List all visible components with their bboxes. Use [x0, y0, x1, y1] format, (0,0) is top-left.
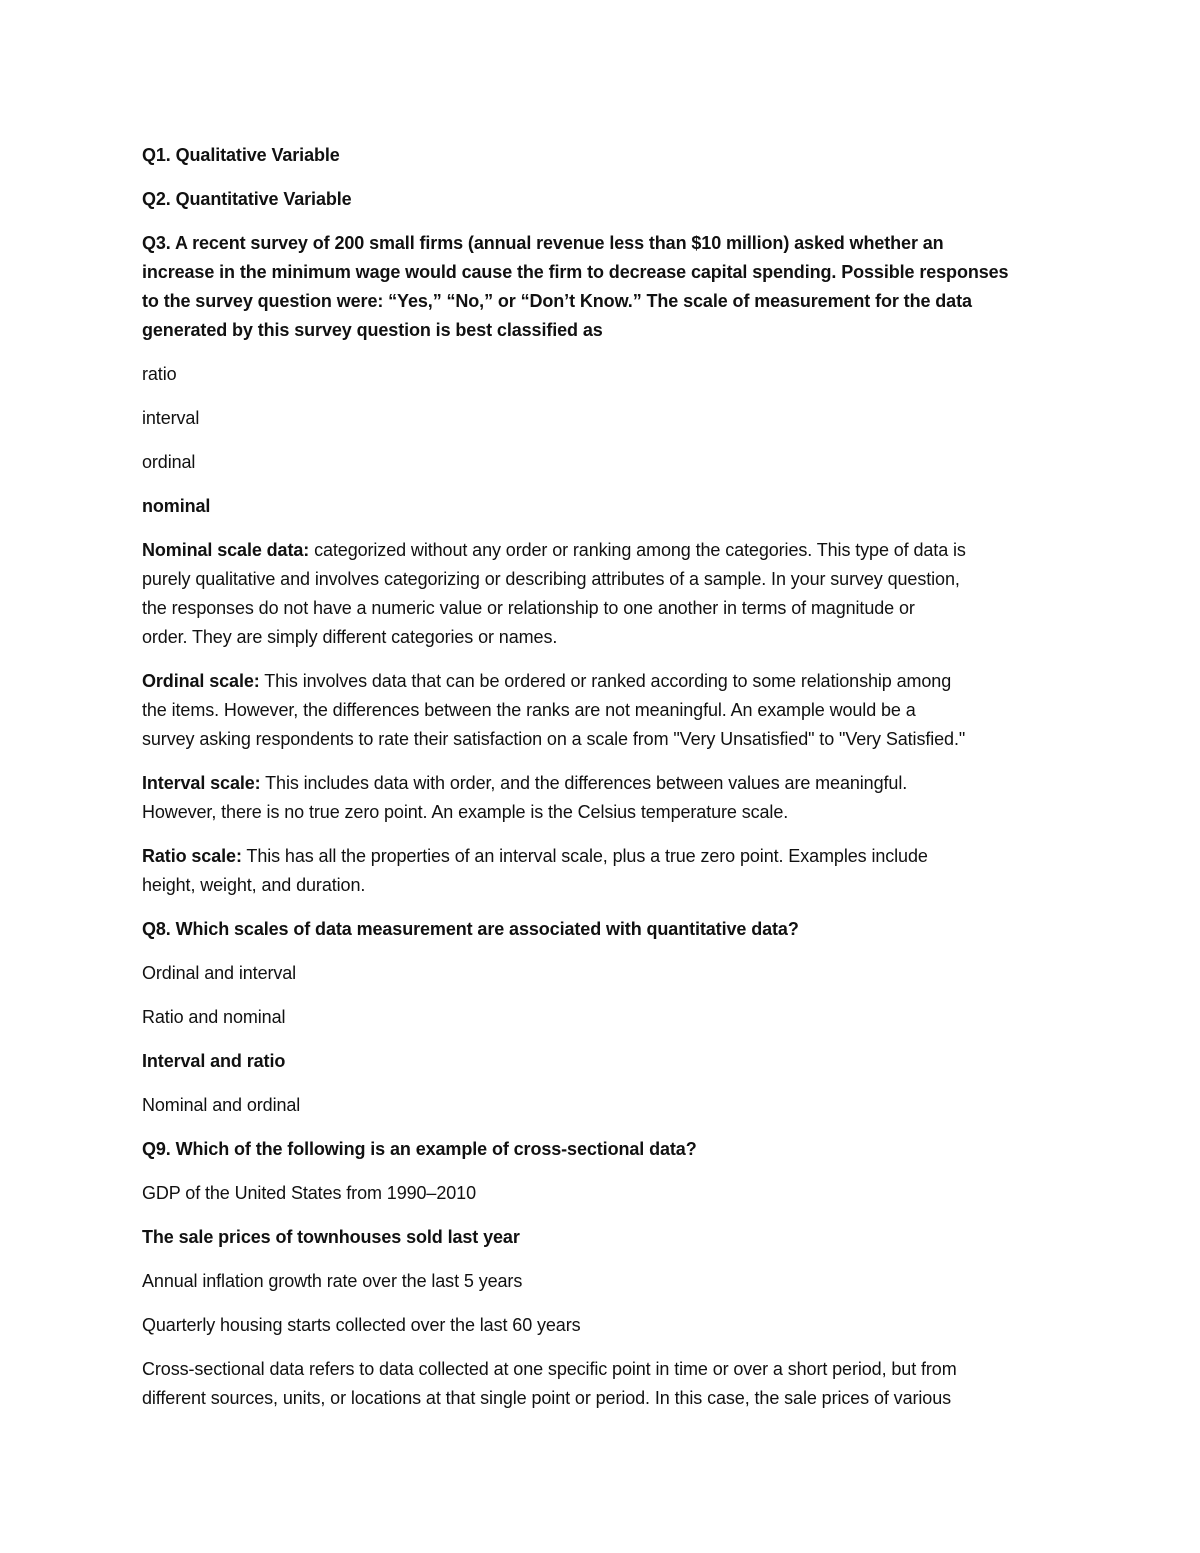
q9-option: Annual inflation growth rate over the last 5 years [142, 1271, 523, 1291]
q8-option: Nominal and ordinal [142, 1095, 301, 1115]
q3-question [142, 229, 1060, 345]
q3-answer: nominal [142, 496, 211, 516]
nominal-term: Nominal scale data: [142, 540, 310, 560]
q8-option: Ratio and nominal [142, 1007, 286, 1027]
q9-explanation [142, 1355, 1060, 1413]
paragraph-line: order. They are simply different categories or names. [142, 627, 558, 647]
paragraph-line: different sources, units, or locations at that single point or period. In this case, the sale prices of various [142, 1388, 952, 1408]
q9-question: Q9. Which of the following is an example of cross-sectional data? [142, 1139, 697, 1159]
q9-answer: The sale prices of townhouses sold last year [142, 1227, 520, 1247]
ordinal-paragraph [142, 667, 1060, 754]
interval-paragraph [142, 769, 1060, 827]
ordinal-term: Ordinal scale: [142, 671, 260, 691]
q1-heading: Q1. Qualitative Variable [142, 145, 340, 165]
q8-answer: Interval and ratio [142, 1051, 286, 1071]
paragraph-line [142, 769, 1060, 798]
q8-option: Ordinal and interval [142, 963, 297, 983]
paragraph-line: the responses do not have a numeric value or relationship to one another in terms of magnitude or [142, 598, 915, 618]
paragraph-text: This includes data with order, and the differences between values are meaningful. [260, 773, 908, 793]
nominal-paragraph [142, 536, 1060, 652]
paragraph-text: categorized without any order or ranking among the categories. This type of data is [309, 540, 966, 560]
interval-term: Interval scale: [142, 773, 261, 793]
q3-option: ratio [142, 364, 177, 384]
paragraph-line: However, there is no true zero point. An example is the Celsius temperature scale. [142, 802, 789, 822]
q2-heading: Q2. Quantitative Variable [142, 189, 352, 209]
q3-line: Q3. A recent survey of 200 small firms (annual revenue less than $10 million) asked whether an [142, 233, 944, 253]
paragraph-line: the items. However, the differences between the ranks are not meaningful. An example would be a [142, 700, 916, 720]
paragraph-line: purely qualitative and involves categorizing or describing attributes of a sample. In your survey question, [142, 569, 960, 589]
paragraph-line: Cross-sectional data refers to data collected at one specific point in time or over a short period, but from [142, 1359, 957, 1379]
paragraph-text: This involves data that can be ordered or ranked according to some relationship among [259, 671, 952, 691]
paragraph-line: survey asking respondents to rate their satisfaction on a scale from "Very Unsatisfied" to "Very Satisfied." [142, 729, 966, 749]
paragraph-line [142, 536, 1060, 565]
q9-option: GDP of the United States from 1990–2010 [142, 1183, 476, 1203]
q3-line: generated by this survey question is best classified as [142, 320, 603, 340]
paragraph-text: This has all the properties of an interval scale, plus a true zero point. Examples include [241, 846, 928, 866]
paragraph-line [142, 667, 1060, 696]
q9-option: Quarterly housing starts collected over the last 60 years [142, 1315, 581, 1335]
ratio-paragraph [142, 842, 1060, 900]
ratio-term: Ratio scale: [142, 846, 242, 866]
q3-option: ordinal [142, 452, 196, 472]
q3-line: increase in the minimum wage would cause the firm to decrease capital spending. Possible responses [142, 262, 1009, 282]
paragraph-line: height, weight, and duration. [142, 875, 366, 895]
q3-option: interval [142, 408, 200, 428]
paragraph-line [142, 842, 1060, 871]
q8-question: Q8. Which scales of data measurement are associated with quantitative data? [142, 919, 799, 939]
q3-line: to the survey question were: “Yes,” “No,” or “Don’t Know.” The scale of measurement for the data [142, 291, 972, 311]
